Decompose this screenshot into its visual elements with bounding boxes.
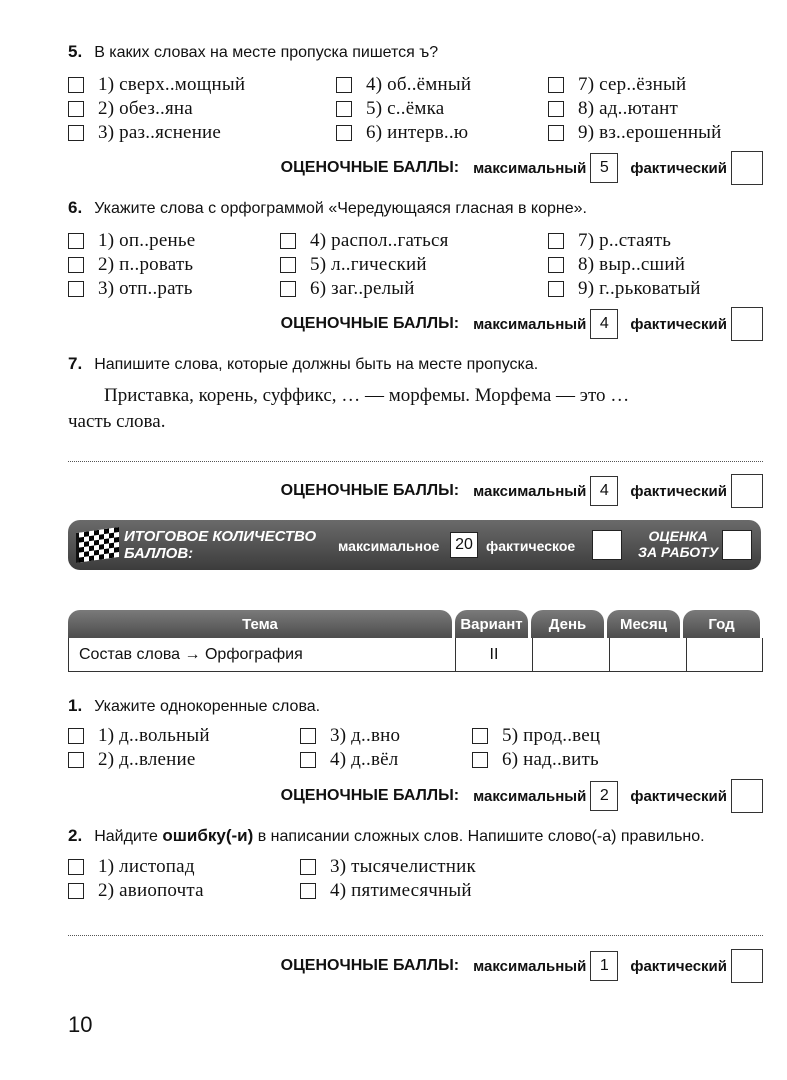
total-max-box: 20 <box>450 532 478 558</box>
option[interactable]: 6) интерв..ю <box>336 122 468 144</box>
score-title: ОЦЕНОЧНЫЕ БАЛЛЫ: <box>280 315 460 332</box>
topic-cell: Состав слова → Орфография <box>69 638 456 671</box>
table-row <box>68 638 763 672</box>
checkbox[interactable] <box>300 859 316 875</box>
checkbox[interactable] <box>280 257 296 273</box>
option[interactable]: 5) л..гический <box>280 254 427 276</box>
day-cell[interactable] <box>533 638 610 671</box>
option[interactable]: 2) д..вление <box>68 749 196 771</box>
option[interactable]: 5) прод..вец <box>472 725 600 747</box>
option[interactable]: 7) р..стаять <box>548 230 671 252</box>
score-title: ОЦЕНОЧНЫЕ БАЛЛЫ: <box>280 957 460 974</box>
checkbox[interactable] <box>300 728 316 744</box>
option[interactable]: 4) д..вёл <box>300 749 398 771</box>
option[interactable]: 1) сверх..мощный <box>68 74 245 96</box>
checkbox[interactable] <box>472 752 488 768</box>
checkbox[interactable] <box>548 233 564 249</box>
option[interactable]: 2) п..ровать <box>68 254 193 276</box>
option[interactable]: 8) ад..ютант <box>548 98 678 120</box>
checkbox[interactable] <box>548 101 564 117</box>
question-text: Укажите однокоренные слова. <box>94 698 321 715</box>
actual-label: фактический <box>630 957 727 975</box>
actual-score-input[interactable] <box>731 779 763 813</box>
question-text: В каких словах на месте пропуска пишется ъ? <box>94 44 439 61</box>
total-title: ИТОГОВОЕ КОЛИЧЕСТВО БАЛЛОВ: <box>124 528 317 562</box>
answer-line[interactable] <box>68 461 763 462</box>
total-actual-input[interactable] <box>592 530 622 560</box>
max-label: максимальный <box>473 957 587 975</box>
actual-score-input[interactable] <box>731 307 763 341</box>
checkbox[interactable] <box>68 125 84 141</box>
score-row <box>281 474 763 508</box>
question-text: Найдите ошибку(-и) в написании сложных слов. Напишите слово(-а) правильно. <box>94 826 705 845</box>
checkbox[interactable] <box>336 125 352 141</box>
checkbox[interactable] <box>68 77 84 93</box>
table-header <box>68 610 763 638</box>
header-day: День <box>531 610 604 638</box>
option[interactable]: 9) г..рьковатый <box>548 278 701 300</box>
score-row <box>281 949 763 983</box>
checkered-flag-icon <box>76 527 119 563</box>
header-variant: Вариант <box>455 610 528 638</box>
option[interactable]: 4) пятимесячный <box>300 880 472 902</box>
total-score-banner <box>68 520 761 570</box>
score-row <box>281 779 763 813</box>
score-row <box>281 151 763 185</box>
checkbox[interactable] <box>68 859 84 875</box>
question-text: Напишите слова, которые должны быть на месте пропуска. <box>94 356 539 373</box>
option[interactable]: 6) над..вить <box>472 749 599 771</box>
question-number: 6. <box>68 198 83 217</box>
passage-line: Приставка, корень, суффикс, … — морфемы. Морфема — это … <box>104 385 630 406</box>
option[interactable]: 2) обез..яна <box>68 98 193 120</box>
max-label: максимальный <box>473 315 587 333</box>
checkbox[interactable] <box>280 281 296 297</box>
question-6-header <box>68 198 587 218</box>
checkbox[interactable] <box>548 281 564 297</box>
option[interactable]: 4) распол..гаться <box>280 230 449 252</box>
total-actual-label: фактическое <box>486 538 576 554</box>
option[interactable]: 1) д..вольный <box>68 725 210 747</box>
checkbox[interactable] <box>336 101 352 117</box>
actual-label: фактический <box>630 482 727 500</box>
option[interactable]: 8) выр..сший <box>548 254 685 276</box>
question-number: 1. <box>68 696 83 715</box>
total-max-label: максимальное <box>338 538 440 554</box>
question-number: 7. <box>68 354 83 373</box>
option[interactable]: 1) оп..ренье <box>68 230 195 252</box>
actual-label: фактический <box>630 787 727 805</box>
score-row <box>281 307 763 341</box>
year-cell[interactable] <box>687 638 762 671</box>
actual-score-input[interactable] <box>731 474 763 508</box>
checkbox[interactable] <box>336 77 352 93</box>
max-score-box: 1 <box>590 951 618 981</box>
checkbox[interactable] <box>472 728 488 744</box>
checkbox[interactable] <box>68 281 84 297</box>
header-year: Год <box>683 610 760 638</box>
topic-table <box>68 610 763 672</box>
max-label: максимальный <box>473 787 587 805</box>
checkbox[interactable] <box>68 728 84 744</box>
option[interactable]: 7) сер..ёзный <box>548 74 686 96</box>
checkbox[interactable] <box>68 257 84 273</box>
checkbox[interactable] <box>548 77 564 93</box>
option[interactable]: 5) с..ёмка <box>336 98 444 120</box>
checkbox[interactable] <box>548 257 564 273</box>
checkbox[interactable] <box>68 883 84 899</box>
checkbox[interactable] <box>300 883 316 899</box>
header-month: Месяц <box>607 610 680 638</box>
option[interactable]: 2) авиопочта <box>68 880 204 902</box>
section2-question-1-header <box>68 696 320 716</box>
header-topic: Тема <box>68 610 452 638</box>
variant-cell: II <box>456 638 533 671</box>
checkbox[interactable] <box>68 101 84 117</box>
page-number: 10 <box>68 1012 93 1037</box>
option[interactable]: 3) д..вно <box>300 725 400 747</box>
checkbox[interactable] <box>68 752 84 768</box>
checkbox[interactable] <box>68 233 84 249</box>
actual-score-input[interactable] <box>731 151 763 185</box>
month-cell[interactable] <box>610 638 687 671</box>
passage-line: часть слова. <box>68 411 166 432</box>
option[interactable]: 6) заг..релый <box>280 278 415 300</box>
max-score-box: 2 <box>590 781 618 811</box>
score-title: ОЦЕНОЧНЫЕ БАЛЛЫ: <box>280 787 460 804</box>
max-score-box: 4 <box>590 476 618 506</box>
grade-label: ОЦЕНКА ЗА РАБОТУ <box>638 528 719 560</box>
option[interactable]: 9) вз..ерошенный <box>548 122 722 144</box>
option[interactable]: 4) об..ёмный <box>336 74 471 96</box>
question-5-header <box>68 42 438 62</box>
max-label: максимальный <box>473 482 587 500</box>
question-text: Укажите слова с орфограммой «Чередующаяся гласная в корне». <box>94 200 587 217</box>
grade-input[interactable] <box>722 530 752 560</box>
checkbox[interactable] <box>300 752 316 768</box>
checkbox[interactable] <box>548 125 564 141</box>
option[interactable]: 3) раз..яснение <box>68 122 221 144</box>
section2-question-2-header <box>68 826 705 846</box>
checkbox[interactable] <box>280 233 296 249</box>
question-number: 5. <box>68 42 83 61</box>
max-score-box: 4 <box>590 309 618 339</box>
option[interactable]: 3) отп..рать <box>68 278 193 300</box>
score-title: ОЦЕНОЧНЫЕ БАЛЛЫ: <box>280 159 460 176</box>
max-score-box: 5 <box>590 153 618 183</box>
actual-label: фактический <box>630 159 727 177</box>
answer-line[interactable] <box>68 935 763 936</box>
score-title: ОЦЕНОЧНЫЕ БАЛЛЫ: <box>280 482 460 499</box>
actual-label: фактический <box>630 315 727 333</box>
option[interactable]: 1) листопад <box>68 856 195 878</box>
question-number: 2. <box>68 826 83 845</box>
option[interactable]: 3) тысячелистник <box>300 856 476 878</box>
max-label: максимальный <box>473 159 587 177</box>
question-7-header <box>68 354 538 374</box>
actual-score-input[interactable] <box>731 949 763 983</box>
